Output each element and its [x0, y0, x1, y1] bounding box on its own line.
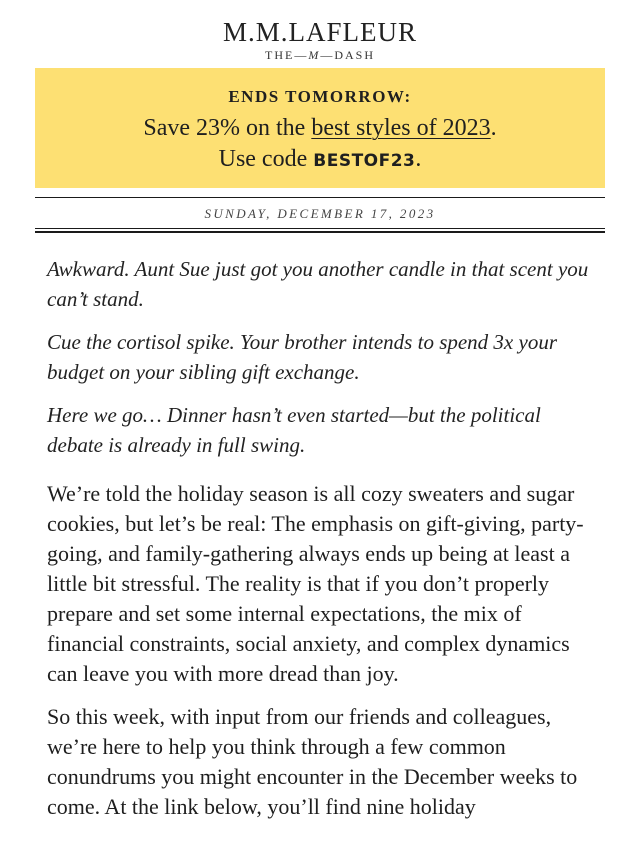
promo-offer-suffix: . — [490, 115, 497, 141]
italic-scenario-3: Here we go… Dinner hasn’t even started—but the political debate is already in full swing. — [47, 403, 541, 457]
promo-banner[interactable] — [35, 68, 605, 188]
divider-bottom — [35, 228, 605, 233]
italic-scenario-1: Awkward. Aunt Sue just got you another candle in that scent you can’t stand. — [47, 257, 589, 311]
brand-logo[interactable]: M.M.LAFLEUR — [222, 17, 417, 47]
body-paragraph-2: So this week, with input from our friends and colleagues, we’re here to help you think through a few common conundrums you might encounter in the December weeks to come. At the link below, you’ll find nine holiday — [47, 704, 578, 819]
promo-offer-prefix: Save 23% on the — [143, 115, 312, 141]
dateline: SUNDAY, DECEMBER 17, 2023 — [204, 206, 436, 221]
divider-top — [35, 197, 605, 198]
newsletter-name-right: —DASH — [320, 48, 375, 62]
italic-scenario-2: Cue the cortisol spike. Your brother intends to spend 3x your budget on your sibling gift exchange. — [47, 330, 557, 384]
body-paragraph-1: We’re told the holiday season is all cozy sweaters and sugar cookies, but let’s be real: The emphasis on gift-giving, party-going, and family-gathering always ends up being at least a little bit stressful. The reality is that if you don’t properly prepare and set some internal expectations, the mix of financial constraints, social anxiety, and complex dynamics can leave you with more dread than joy. — [47, 481, 584, 686]
promo-code-line — [35, 144, 605, 177]
promo-offer-line — [35, 113, 605, 144]
newsletter-name-mid: M — [308, 48, 321, 62]
article-body — [47, 254, 597, 835]
promo-code: BESTOF23 — [313, 151, 416, 171]
promo-code-suffix: . — [415, 146, 422, 172]
newsletter-name-left: THE— — [265, 48, 309, 62]
newsletter-name — [0, 47, 640, 63]
email-header — [0, 0, 640, 68]
best-styles-link[interactable]: best styles of 2023 — [311, 115, 491, 141]
promo-code-prefix: Use code — [218, 146, 314, 172]
promo-eyebrow: ENDS TOMORROW: — [228, 87, 412, 106]
